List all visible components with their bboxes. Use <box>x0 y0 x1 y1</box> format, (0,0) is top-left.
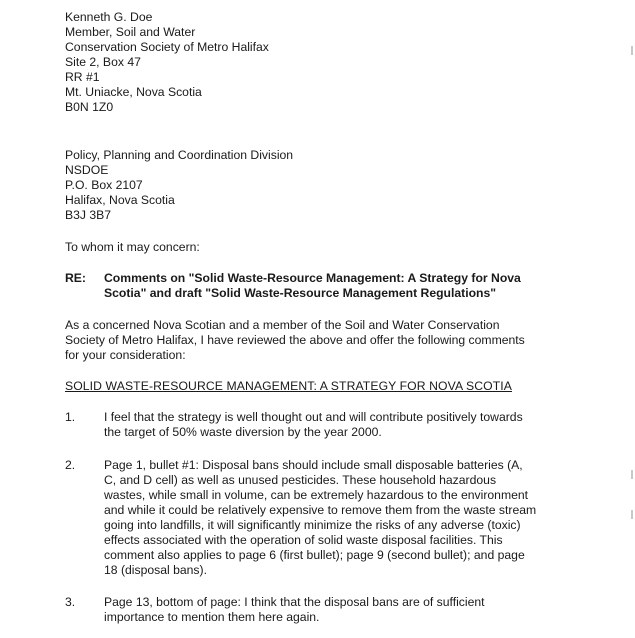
salutation <box>65 240 200 255</box>
item-line: Page 1, bullet #1: Disposal bans should include small disposable batteries (A, <box>104 458 523 472</box>
intro-line: Society of Metro Halifax, I have reviewed the above and offer the following comments <box>65 333 525 347</box>
sender-line: B0N 1Z0 <box>65 100 114 114</box>
sender-line: Mt. Uniacke, Nova Scotia <box>65 85 202 99</box>
scan-edge-mark <box>631 470 633 479</box>
intro-line: for your consideration: <box>65 348 186 362</box>
item-line: and while it could be relatively expensive to remove them from the waste stream <box>104 503 537 517</box>
recipient-line: NSDOE <box>65 163 109 177</box>
sender-line: Member, Soil and Water <box>65 25 196 39</box>
item-text <box>104 410 523 440</box>
re-subject-line: Comments on "Solid Waste-Resource Management: A Strategy for Nova <box>104 271 521 285</box>
sender-line: Site 2, Box 47 <box>65 55 141 69</box>
item-text <box>104 458 536 578</box>
sender-line: Conservation Society of Metro Halifax <box>65 40 269 54</box>
item-line: I feel that the strategy is well thought out and will contribute positively towards <box>104 410 523 424</box>
scan-edge-mark <box>631 46 633 55</box>
sender-line: RR #1 <box>65 70 100 84</box>
re-subject <box>104 271 521 301</box>
item-line: going into landfills, it will significantly minimize the risks of any adverse (toxic) <box>104 518 521 532</box>
item-number: 1. <box>65 410 76 424</box>
item-line: C, and D cell) as well as unused pesticides. These household hazardous <box>104 473 497 487</box>
item-line: Page 13, bottom of page: I think that the disposal bans are of sufficient <box>104 595 485 609</box>
item-text <box>104 595 485 625</box>
item-line: effects associated with the operation of solid waste disposal facilities. This <box>104 533 503 547</box>
salutation-text: To whom it may concern: <box>65 240 200 254</box>
intro-paragraph <box>65 318 525 363</box>
item-line: the target of 50% waste diversion by the year 2000. <box>104 425 382 439</box>
recipient-line: Policy, Planning and Coordination Division <box>65 148 294 162</box>
sender-line: Kenneth G. Doe <box>65 10 153 24</box>
scan-edge-mark <box>631 510 633 519</box>
recipient-line: P.O. Box 2107 <box>65 178 143 192</box>
recipient-address <box>65 148 293 223</box>
re-label: RE: <box>65 271 86 285</box>
item-number: 2. <box>65 458 76 472</box>
item-line: wastes, while small in volume, can be extremely hazardous to the environment <box>104 488 529 502</box>
re-subject-line: Scotia" and draft "Solid Waste-Resource Management Regulations" <box>104 286 497 300</box>
item-line: 18 (disposal bans). <box>104 563 207 577</box>
intro-line: As a concerned Nova Scotian and a member of the Soil and Water Conservation <box>65 318 500 332</box>
section-heading: SOLID WASTE-RESOURCE MANAGEMENT: A STRATEGY FOR NOVA SCOTIA <box>65 379 512 393</box>
recipient-line: Halifax, Nova Scotia <box>65 193 175 207</box>
item-line: comment also applies to page 6 (first bullet); page 9 (second bullet); and page <box>104 548 525 562</box>
item-number: 3. <box>65 595 76 609</box>
sender-address <box>65 10 269 115</box>
recipient-line: B3J 3B7 <box>65 208 112 222</box>
item-line: importance to mention them here again. <box>104 610 320 624</box>
